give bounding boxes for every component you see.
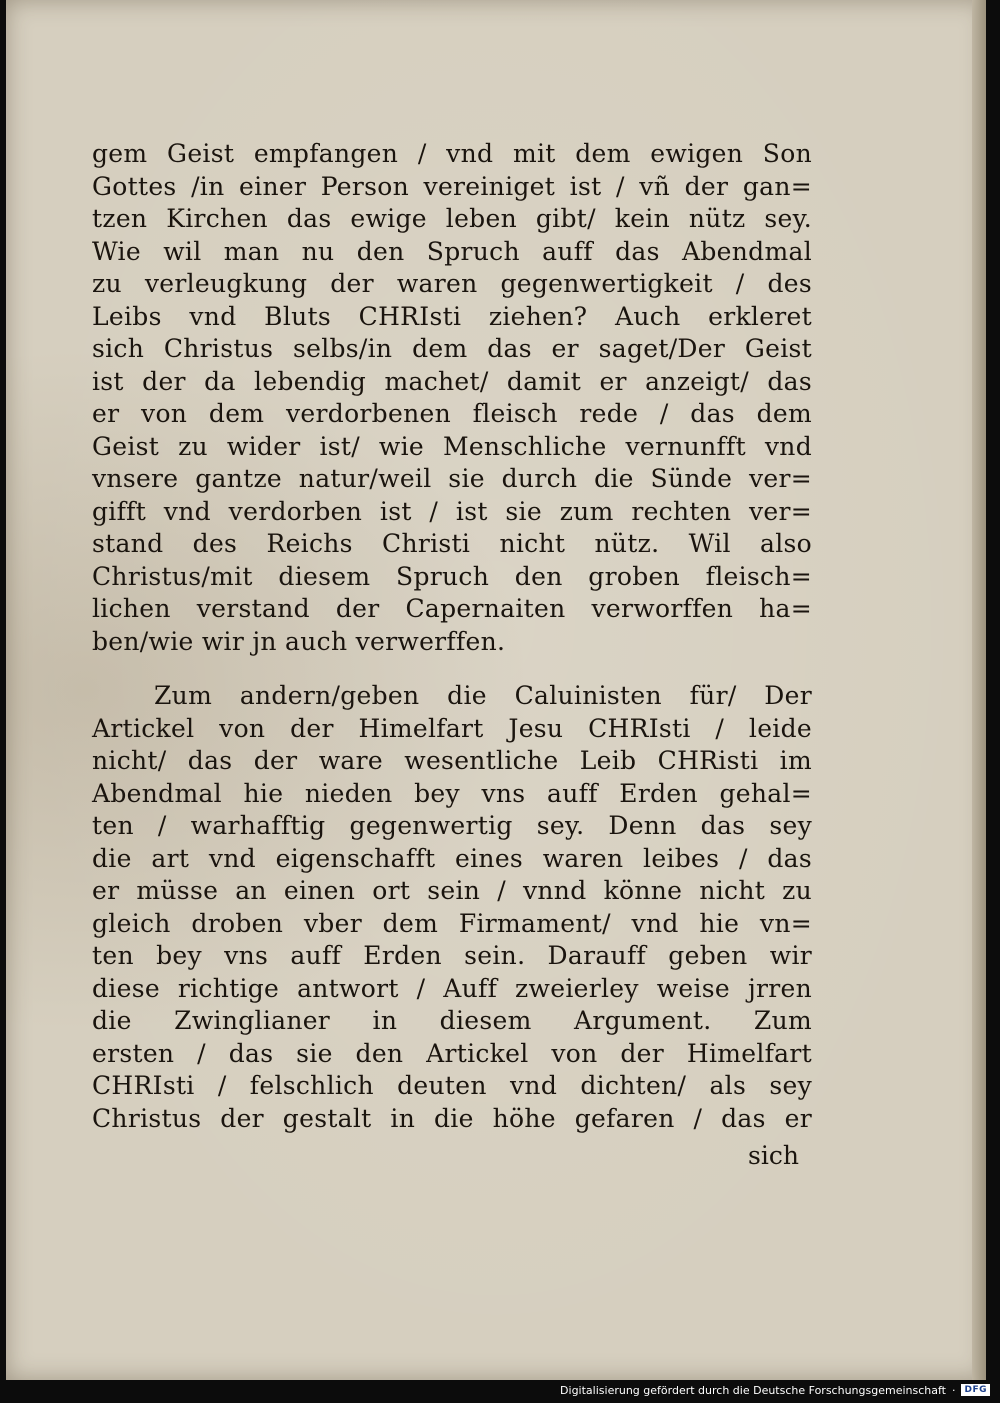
text-line: tzen Kirchen das ewige leben gibt/ kein nütz sey.: [92, 204, 812, 233]
text-line: stand des Reichs Christi nicht nütz. Wil also: [92, 529, 812, 558]
text-line: er müsse an einen ort sein / vnnd könne nicht zu: [92, 876, 812, 905]
text-line: Geist zu wider ist/ wie Menschliche vernunfft vnd: [92, 431, 812, 461]
text-line: Wie wil man nu den Spruch auff das Abendmal: [92, 236, 812, 266]
text-line: diese richtige antwort / Auff zweierley weise jrren: [92, 973, 812, 1003]
paragraph-1: [92, 138, 812, 658]
footer-separator: ·: [951, 1383, 956, 1397]
text-line: Christus der gestalt in die höhe gefaren / das er: [92, 1103, 812, 1133]
text-line: gifft vnd verdorben ist / ist sie zum rechten ver=: [92, 496, 812, 526]
book-page: [6, 0, 986, 1380]
text-line: nicht/ das der ware wesentliche Leib CHRisti im: [92, 746, 812, 775]
text-line: zu verleugkung der waren gegenwertigkeit / des: [92, 269, 812, 298]
footer-credit-text: Digitalisierung gefördert durch die Deutsche Forschungsgemeinschaft: [560, 1383, 946, 1397]
text-block: [92, 138, 812, 1135]
text-line: ben/wie wir jn auch verwerffen.: [92, 626, 506, 656]
text-line: CHRIsti / felschlich deuten vnd dichten/ als sey: [92, 1071, 812, 1100]
text-line: Christus/mit diesem Spruch den groben fleisch=: [92, 561, 812, 591]
text-line: Gottes /in einer Person vereiniget ist / vñ der gan=: [92, 171, 812, 201]
text-line: ist der da lebendig machet/ damit er anzeigt/ das: [92, 366, 812, 396]
text-line: ten bey vns auff Erden sein. Darauff geben wir: [92, 941, 812, 970]
text-line: ten / warhafftig gegenwertig sey. Denn das sey: [92, 811, 812, 840]
text-line: die Zwinglianer in diesem Argument. Zum: [92, 1006, 812, 1035]
text-line: die art vnd eigenschafft eines waren leibes / das: [92, 843, 812, 873]
text-line: Artickel von der Himelfart Jesu CHRIsti / leide: [92, 713, 812, 743]
text-line: lichen verstand der Capernaiten verworffen ha=: [92, 594, 812, 623]
text-line: ersten / das sie den Artickel von der Himelfart: [92, 1038, 812, 1068]
page-edge: [972, 0, 986, 1380]
text-line: sich Christus selbs/in dem das er saget/Der Geist: [92, 334, 812, 363]
footer-credit: [560, 1381, 990, 1399]
paragraph-2: [92, 680, 812, 1135]
text-line: Abendmal hie nieden bey vns auff Erden gehal=: [92, 778, 812, 808]
text-line: vnsere gantze natur/weil sie durch die Sünde ver=: [92, 464, 812, 493]
text-line: gleich droben vber dem Firmament/ vnd hie vn=: [92, 908, 812, 938]
text-line: Zum andern/geben die Caluinisten für/ Der: [154, 681, 812, 710]
text-line: er von dem verdorbenen fleisch rede / das dem: [92, 399, 812, 428]
text-line: Leibs vnd Bluts CHRIsti ziehen? Auch erkleret: [92, 301, 812, 331]
dfg-logo[interactable]: DFG: [961, 1384, 990, 1396]
text-line: gem Geist empfangen / vnd mit dem ewigen Son: [92, 139, 812, 168]
catchword: sich: [748, 1141, 799, 1170]
